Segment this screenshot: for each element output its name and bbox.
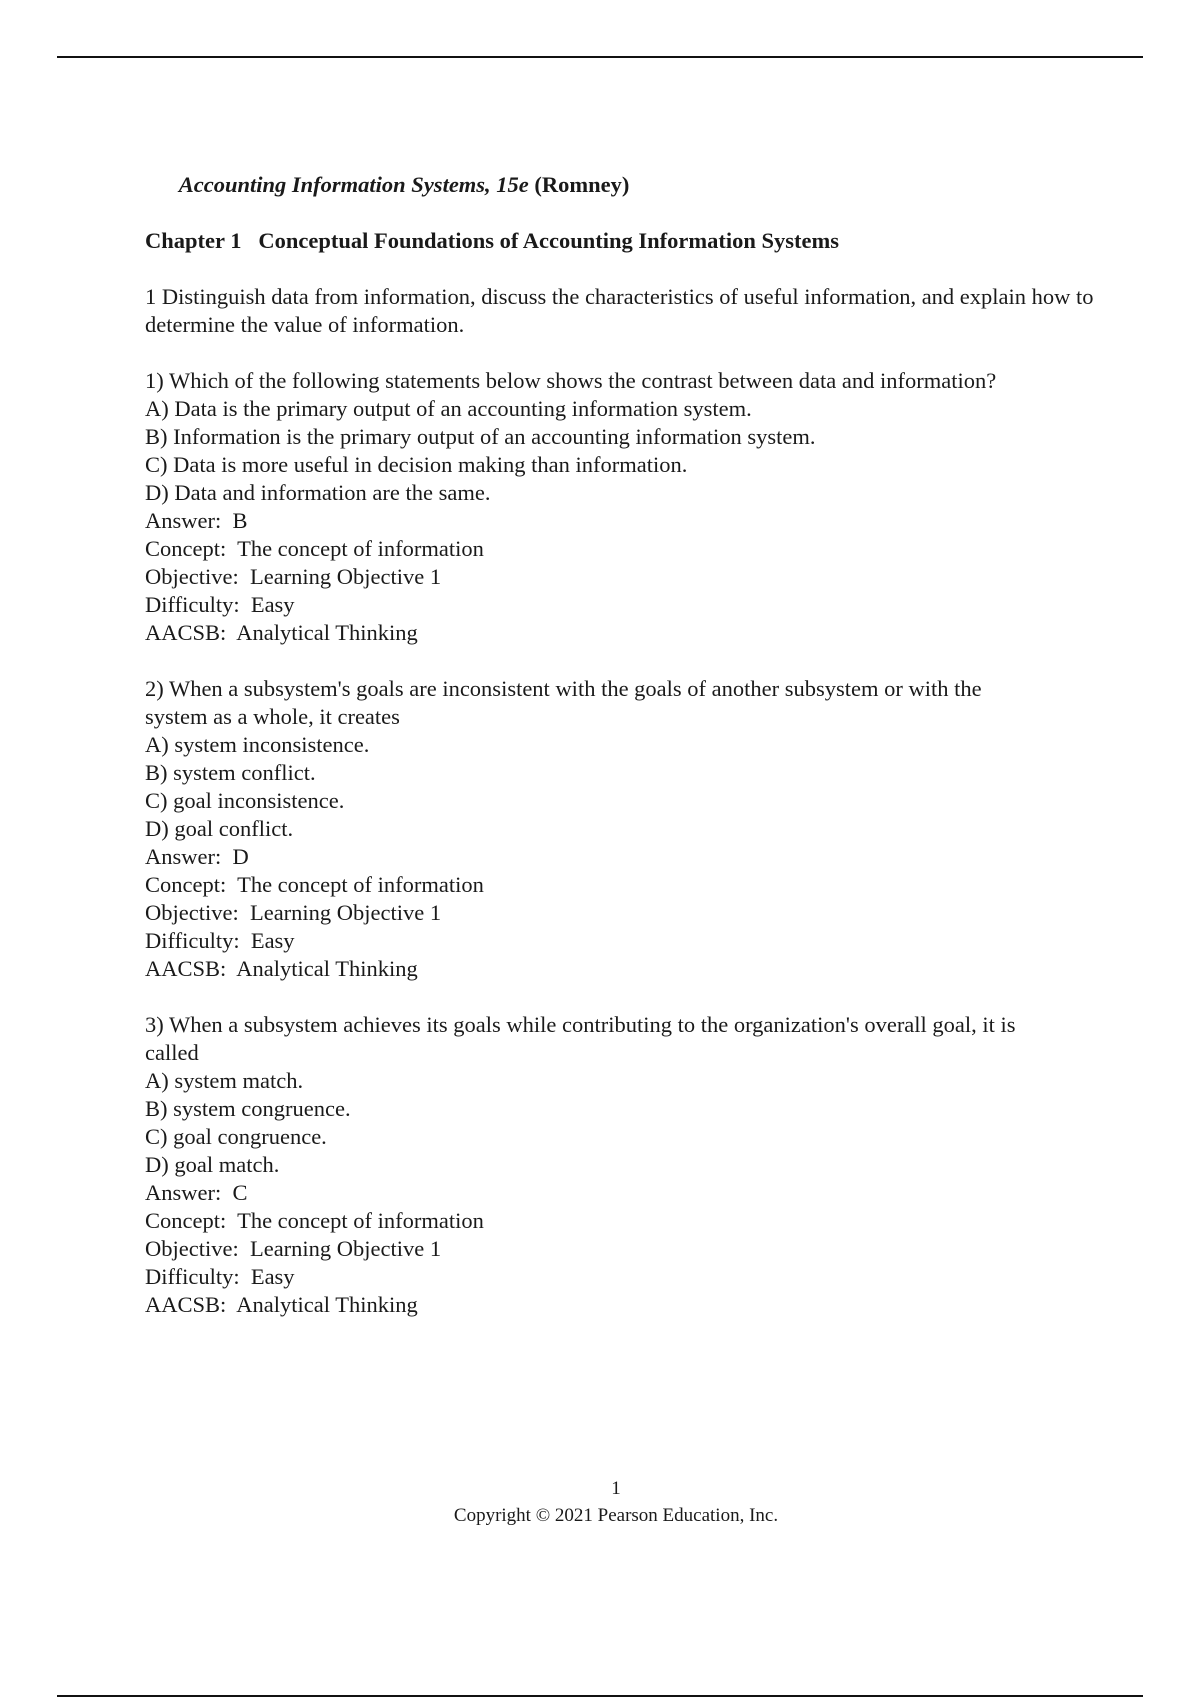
question-stem: 3) When a subsystem achieves its goals while contributing to the organization's overall goal, it is — [145, 1012, 1016, 1037]
answer-key: Answer: D — [145, 844, 249, 869]
answer-option: C) goal congruence. — [145, 1124, 327, 1149]
answer-option: C) Data is more useful in decision making than information. — [145, 452, 688, 477]
difficulty-line: Difficulty: Easy — [145, 1264, 295, 1289]
difficulty-line: Difficulty: Easy — [145, 928, 295, 953]
question-block — [145, 1011, 1095, 1319]
objective-line: Objective: Learning Objective 1 — [145, 564, 442, 589]
answer-option: A) Data is the primary output of an accounting information system. — [145, 396, 752, 421]
aacsb-line: AACSB: Analytical Thinking — [145, 620, 418, 645]
book-title: Accounting Information Systems, 15e — [178, 172, 529, 197]
answer-key: Answer: C — [145, 1180, 248, 1205]
concept-line: Concept: The concept of information — [145, 536, 484, 561]
answer-option: B) Information is the primary output of an accounting information system. — [145, 424, 816, 449]
answer-key: Answer: B — [145, 508, 248, 533]
top-rule — [57, 56, 1143, 58]
question-stem: system as a whole, it creates — [145, 704, 400, 729]
objective-line: Objective: Learning Objective 1 — [145, 900, 442, 925]
answer-option: D) Data and information are the same. — [145, 480, 491, 505]
page-content — [145, 143, 1095, 1319]
answer-option: C) goal inconsistence. — [145, 788, 345, 813]
question-stem: 2) When a subsystem's goals are inconsistent with the goals of another subsystem or with the — [145, 676, 982, 701]
copyright-notice: Copyright © 2021 Pearson Education, Inc. — [453, 1505, 779, 1526]
answer-option: A) system inconsistence. — [145, 732, 370, 757]
answer-option: B) system congruence. — [145, 1096, 351, 1121]
concept-line: Concept: The concept of information — [145, 1208, 484, 1233]
aacsb-line: AACSB: Analytical Thinking — [145, 1292, 418, 1317]
answer-option: B) system conflict. — [145, 760, 316, 785]
author: (Romney) — [528, 172, 630, 197]
question-list — [145, 367, 1095, 1319]
chapter-title: Chapter 1 Conceptual Foundations of Accounting Information Systems — [145, 228, 840, 253]
aacsb-line: AACSB: Analytical Thinking — [145, 956, 418, 981]
page-footer — [0, 1475, 1200, 1529]
page-number: 1 — [611, 1478, 621, 1499]
document-header — [145, 143, 1095, 255]
concept-line: Concept: The concept of information — [145, 872, 484, 897]
question-block — [145, 367, 1095, 647]
difficulty-line: Difficulty: Easy — [145, 592, 295, 617]
objective-line: Objective: Learning Objective 1 — [145, 1236, 442, 1261]
question-stem: called — [145, 1040, 199, 1065]
learning-objective-heading: 1 Distinguish data from information, discuss the characteristics of useful information, and explain how to determine the value of information. — [145, 284, 1094, 337]
question-stem: 1) Which of the following statements below shows the contrast between data and information? — [145, 368, 997, 393]
bottom-rule — [57, 1695, 1143, 1697]
answer-option: D) goal match. — [145, 1152, 280, 1177]
question-block — [145, 675, 1095, 983]
answer-option: A) system match. — [145, 1068, 304, 1093]
answer-option: D) goal conflict. — [145, 816, 294, 841]
